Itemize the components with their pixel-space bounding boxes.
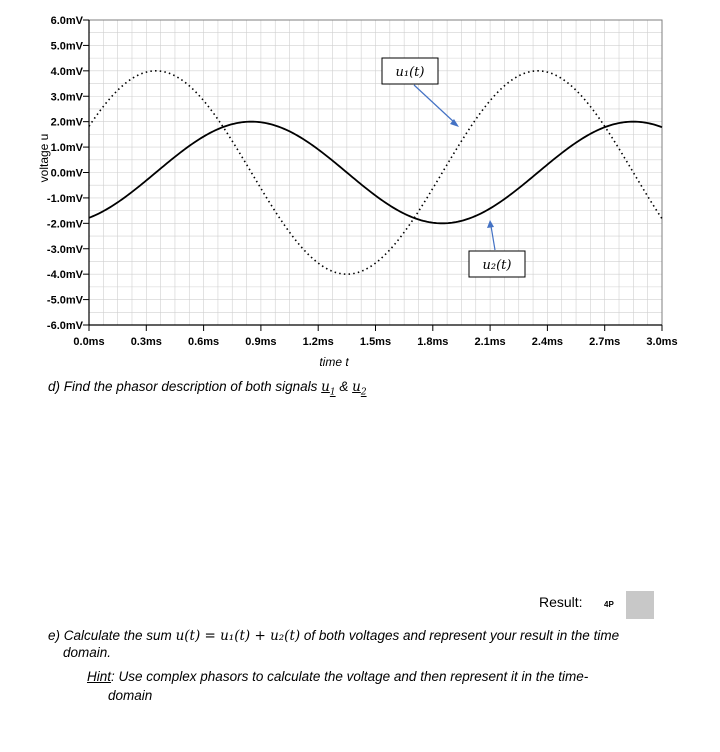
y-tick-label: 1.0mV	[50, 142, 83, 155]
question-d	[48, 378, 367, 402]
x-tick-label: 2.1ms	[474, 336, 506, 348]
y-tick-label: 6.0mV	[50, 15, 83, 27]
question-e	[48, 627, 619, 645]
hint-text: : Use complex phasors to calculate the voltage and then represent it in the time-	[111, 669, 589, 684]
result-label: Result:	[539, 594, 583, 610]
result-input-box[interactable]	[626, 591, 654, 619]
chart-grid	[89, 20, 662, 325]
annotation-u2-label: u₂(t)	[482, 258, 512, 273]
x-tick-label: 0.9ms	[245, 336, 277, 348]
question-e-formula: u(t) = u₁(t) + u₂(t)	[175, 628, 301, 644]
x-tick-label: 0.3ms	[130, 336, 162, 348]
svg-text:voltage u	[37, 134, 51, 183]
question-e-line2: domain.	[63, 645, 112, 660]
x-tick-label: 3.0ms	[646, 336, 678, 348]
phasor-u1-sub: 1	[329, 387, 336, 398]
y-tick-label: 3.0mV	[50, 91, 83, 104]
annotation-u2-arrow	[491, 226, 495, 250]
x-axis-label: time t	[319, 355, 349, 369]
points-label: 4P	[604, 600, 614, 609]
x-tick-label: 2.4ms	[531, 336, 564, 348]
question-d-amp: &	[335, 379, 353, 394]
phasor-u2-sub: 2	[360, 387, 367, 398]
y-tick-label: 2.0mV	[50, 116, 83, 129]
y-tick-labels	[47, 15, 84, 332]
x-tick-label: 1.2ms	[302, 336, 334, 348]
y-tick-label: -6.0mV	[46, 320, 83, 332]
y-tick-label: -2.0mV	[46, 218, 83, 231]
phasor-u2: u	[352, 379, 361, 395]
y-tick-label: 0.0mV	[50, 167, 83, 180]
x-tick-label: 1.5ms	[359, 336, 392, 348]
y-tick-label: -3.0mV	[46, 243, 83, 256]
hint-line2: domain	[108, 688, 153, 703]
y-tick-label: -5.0mV	[46, 294, 83, 307]
y-axis-label: voltage u	[37, 133, 51, 183]
question-d-text: d) Find the phasor description of both signals	[48, 379, 322, 394]
hint-label: Hint	[87, 669, 112, 684]
y-tick-label: 4.0mV	[50, 65, 83, 78]
question-e-suffix: of both voltages and represent your result in the time	[300, 628, 620, 643]
phasor-u1: u	[321, 379, 330, 395]
annotation-u1-label: u₁(t)	[395, 65, 425, 80]
chart-axes	[83, 20, 662, 331]
y-tick-label: -4.0mV	[46, 269, 83, 282]
x-tick-label: 2.7ms	[589, 336, 621, 348]
x-tick-label: 1.8ms	[417, 336, 449, 348]
x-tick-labels	[73, 336, 677, 348]
x-tick-label: 0.0ms	[73, 336, 105, 348]
annotation-u2-arrowhead	[487, 220, 494, 228]
annotation-u1-arrow	[414, 85, 455, 123]
x-tick-label: 0.6ms	[187, 336, 220, 348]
question-e-prefix: e) Calculate the sum	[48, 628, 176, 643]
y-tick-label: 5.0mV	[50, 40, 83, 53]
y-tick-label: -1.0mV	[46, 192, 83, 205]
hint	[87, 668, 588, 686]
annotation-u1	[382, 58, 459, 127]
